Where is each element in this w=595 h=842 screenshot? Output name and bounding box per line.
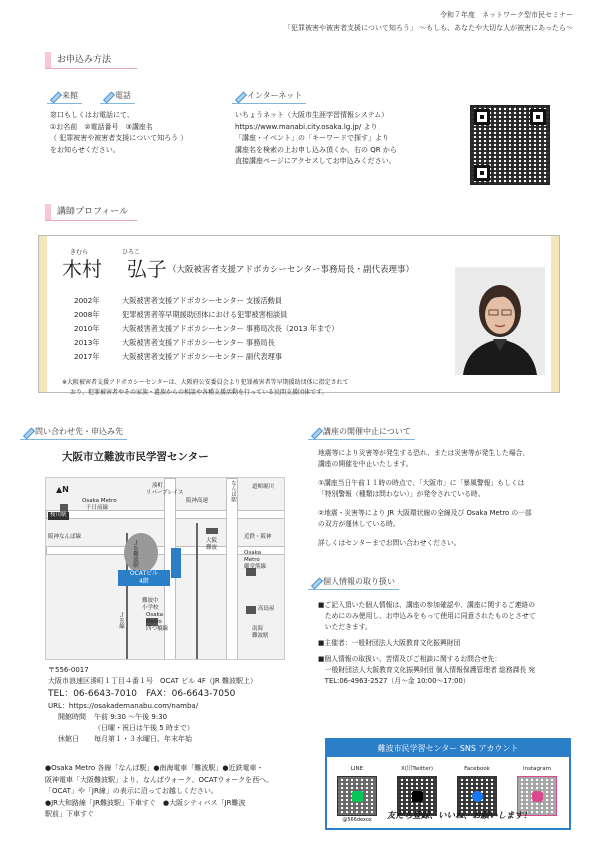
contact-details (48, 665, 257, 745)
postal-code: 〒556-0017 (48, 666, 89, 674)
tag-internet-label: インターネット (247, 91, 303, 100)
map-label: 難波駅 (252, 633, 269, 639)
internet-line: 直接講座ページにアクセスしてお申込みください。 (235, 157, 396, 165)
map-label: Metro (146, 619, 162, 625)
map-road (226, 478, 238, 660)
map-station (246, 606, 256, 614)
internet-line: 「講座・イベント」の「キーワードで探す」より (235, 134, 389, 142)
line-icon (352, 791, 363, 802)
pen-icon (22, 427, 32, 437)
cancel-line: 地震等により災害等が発生する恐れ、または災害等が発生した場合、 (318, 449, 530, 457)
qr-finder (474, 109, 490, 125)
map-station (60, 504, 68, 512)
history-row (74, 294, 339, 308)
privacy-line: ■個人情報の取扱い、苦情及びご相談に関するお問合せ先： (318, 655, 502, 663)
name-family: 木村 (62, 257, 102, 281)
map-label: リバープレイス (146, 490, 184, 496)
apply-section-title (45, 52, 137, 69)
visit-line: をお知らせください。 (50, 145, 120, 154)
map-label: Osaka (146, 612, 164, 618)
tag-phone (100, 90, 135, 104)
map-label: 桜川駅 (50, 512, 67, 518)
privacy-title: 個人情報の取り扱い (323, 577, 395, 586)
map-label: Osaka Metro (82, 498, 117, 504)
instagram-icon (532, 791, 543, 802)
cancel-line: ②地震・災害等により JR 大阪環状線の全線及び Osaka Metro の一部 (318, 509, 532, 517)
pen-icon (310, 577, 320, 587)
qr-finder (530, 109, 546, 125)
sns-instagram[interactable] (513, 766, 561, 816)
map-label: 御堂筋線 (244, 564, 267, 570)
pen-icon (102, 91, 112, 101)
privacy-line: ためにのみ使用し、お申込みをもって使用に同意されたものとさせて (318, 612, 536, 620)
map-label-group (142, 598, 159, 612)
map-label: 千日前線 (86, 505, 109, 511)
sns-label: X(旧Twitter) (401, 766, 433, 772)
privacy-line: ■ご記入頂いた個人情報は、講座の参加確認や、講座に関するご連絡の (318, 601, 535, 609)
sns-line[interactable] (333, 766, 381, 824)
map-label: ＪＲ線 (117, 612, 124, 629)
map-label: ＪＲ難波駅 (131, 540, 138, 568)
hours-value: 午前 9:30 ～午後 9:30 (94, 713, 168, 721)
pen-icon (49, 91, 59, 101)
apply-title-text: お申込み方法 (57, 55, 112, 65)
header (284, 10, 573, 33)
privacy-text (318, 600, 583, 687)
speaker-photo-illustration (455, 267, 545, 375)
map-station (171, 548, 181, 578)
sns-facebook[interactable] (453, 766, 501, 816)
profile-note (62, 378, 349, 398)
closed-value: 毎月第１・３水曜日、年末年始 (94, 735, 192, 743)
cancel-line: 「特別警報（種類は問わない）」が発令されている時。 (318, 490, 485, 498)
history-desc: 大阪被害者支援アドボカシーセンター 副代表理事 (122, 352, 282, 361)
x-icon (412, 791, 423, 802)
header-line2: 「犯罪被害や被害者支援について知ろう」 ～もしも、あなたや大切な人が被害にあったら～ (283, 24, 573, 33)
sns-title: 難波市民学習センター SNS アカウント (327, 740, 569, 757)
history-desc: 大阪被害者支援アドボカシーセンター 支援活動員 (122, 296, 282, 305)
closed-row (48, 734, 257, 745)
map-label: 阪神なんば線 (48, 534, 82, 540)
tag-phone-label: 電話 (115, 91, 131, 100)
name-given: 弘子 (126, 257, 167, 281)
map-label: 難波 (206, 545, 218, 551)
privacy-line: 一般財団法人大阪教育文化振興財団 個人情報保護管理者 総務課長 宛 (318, 666, 536, 674)
map-label: N (62, 485, 69, 494)
history-desc: 大阪被害者支援アドボカシーセンター 事務局長 (122, 338, 275, 347)
map-label: 南海 (252, 626, 264, 632)
hours-row (48, 712, 257, 723)
cancel-text (318, 448, 578, 549)
privacy-line: TEL:06-4963-2527（月～金 10:00～17:00） (318, 677, 470, 685)
map-label: OCATビル (129, 570, 159, 577)
qr-finder (474, 165, 490, 181)
history-year: 2013年 (74, 338, 100, 347)
map-rail (196, 523, 198, 660)
speaker-photo (455, 267, 545, 375)
tag-visit (47, 90, 82, 104)
sns-x[interactable] (393, 766, 441, 816)
map-label: 四つ橋線 (146, 626, 169, 632)
map-label: 近鉄・阪神 (244, 534, 272, 540)
map-label-group (146, 612, 168, 633)
internet-line: https://www.manabi.city.osaka.lg.jp/ より (235, 122, 378, 131)
facebook-icon (472, 791, 483, 802)
sns-label: Instagram (523, 766, 551, 772)
cancel-line: の双方が運休している時。 (318, 520, 400, 528)
history-year: 2002年 (74, 296, 100, 305)
profile-side-bar (551, 236, 559, 392)
history-row (74, 322, 339, 336)
visit-line: 窓口もしくはお電話にて、 (50, 111, 134, 119)
contact-title: 問い合わせ先・申込み先 (35, 427, 123, 436)
internet-line: 講座名を検索の上お申し込み頂くか、右の QR から (235, 145, 397, 154)
center-name: 大阪市立難波市民学習センター (62, 451, 209, 463)
history-row (74, 336, 339, 350)
visit-text (50, 110, 220, 156)
map-label-group (252, 626, 269, 640)
cancel-line: 講座の開催を中止いたします。 (318, 460, 413, 468)
internet-line: いちょうネット（大阪市生涯学習情報システム） (235, 111, 389, 119)
visit-line: （ 犯罪被害や被害者支援について知ろう ） (50, 134, 188, 142)
sns-label: Facebook (464, 766, 490, 772)
hours-label: 開館時間 (58, 713, 86, 721)
access-line: 「OCAT」や「JR線」の表示に沿ってお越しください。 (45, 787, 218, 795)
ocat-label (118, 570, 170, 586)
tag-visit-label: 来館 (62, 91, 78, 100)
map-label: 小学校 (142, 605, 159, 611)
history-desc: 大阪被害者支援アドボカシーセンター 事務局次長（2013 年まで） (122, 324, 339, 333)
visit-line: ①お名前 ②電話番号 ③講座名 (50, 122, 153, 131)
address: 大阪市浪速区湊町１丁目４番１号 OCAT ビル 4F（JR 難波駅上） (48, 677, 258, 685)
pen-icon (310, 427, 320, 437)
history-year: 2008年 (74, 310, 100, 319)
map-label: Osaka (244, 550, 262, 556)
name-furigana-family: きむら (70, 249, 89, 256)
speaker-history (74, 294, 339, 364)
cancel-title: 講座の開催中止について (323, 427, 411, 436)
hours-note: （日曜・祝日は午後 5 時まで） (94, 724, 194, 732)
map-label: 高島屋 (258, 606, 275, 612)
tag-cancel (308, 426, 415, 440)
map-label-group (244, 550, 266, 571)
map-label: Metro (244, 557, 260, 563)
access-line: ●Osaka Metro 各線「なんば駅」●南海電車「難波駅」●近鉄電車・ (45, 764, 264, 772)
access-line: 駅前」下車すぐ (45, 810, 94, 818)
cancel-line: ①講座当日午前１１時の時点で、「大阪市」に「暴風警報」もしくは (318, 479, 525, 487)
profile-title-text: 講師プロフィール (57, 207, 129, 217)
sns-box (325, 738, 571, 830)
speaker-affiliation: （大阪被害者支援アドボカシーセンター事務局長・副代表理事） (168, 265, 414, 275)
header-line1: 令和７年度 ネットワーク型市民セミナー (440, 11, 573, 19)
map-label: 湊町 (152, 483, 164, 489)
access-line: 阪神電車「大阪難波駅」より、なんばウォーク、OCATウォークを西へ。 (45, 775, 274, 784)
tag-contact (20, 426, 127, 440)
map-label: 大阪 (206, 538, 218, 544)
map-label: 難波中 (142, 598, 159, 604)
map-label: なんば駅 (229, 480, 236, 502)
course-qr-code[interactable] (470, 105, 550, 185)
profile-note-line: おり、犯罪被害者やその家族・遺族からの相談や各種支援活動を行っている民間支援団体です。 (70, 389, 328, 396)
history-row (74, 308, 339, 322)
sns-footer: 友だち登録、いいね、お願いします！ (387, 811, 532, 821)
line-id: @566dexox (342, 816, 372, 823)
profile-note-line: ※大阪被害者支援アドボカシーセンターは、大阪府公安委員会より犯罪被害者等早期援助団体に指定されて (62, 379, 349, 386)
speaker-name (62, 257, 167, 281)
north-arrow-icon: ▲N (56, 485, 69, 494)
map-label: 4階 (139, 578, 149, 585)
history-row (74, 350, 339, 364)
tag-internet (232, 90, 306, 104)
profile-section-title (45, 204, 137, 221)
privacy-line: いただきます。 (318, 623, 372, 631)
history-year: 2017年 (74, 352, 100, 361)
profile-side-bar (39, 236, 47, 392)
map-station (206, 528, 218, 534)
line-qr-code[interactable] (337, 776, 377, 816)
history-desc: 犯罪被害者等早期援助団体における犯罪被害相談員 (122, 310, 288, 319)
closed-label: 休館日 (58, 735, 79, 743)
url-link[interactable]: URL：https://osakademanabu.com/namba/ (48, 702, 199, 710)
map-label: 道頓堀川 (252, 484, 275, 490)
tel-fax: TEL：06-6643-7010 FAX：06-6643-7050 (48, 689, 236, 699)
tag-privacy (308, 576, 399, 590)
pen-icon (234, 91, 244, 101)
history-year: 2010年 (74, 324, 100, 333)
access-line: ●JR大和路線「JR難波駅」下車すぐ ●大阪シティバス「JR難波 (45, 798, 246, 807)
privacy-line: ■主催者：一般財団法人大阪教育文化振興財団 (318, 639, 461, 647)
name-furigana-given: ひろこ (122, 249, 141, 256)
sns-label: LINE (350, 766, 364, 772)
cancel-line: 詳しくはセンターまでお問い合わせください。 (318, 539, 461, 547)
map-label: 阪神高速 (186, 498, 209, 504)
access-info (45, 763, 315, 821)
internet-text (235, 110, 455, 168)
access-map (45, 477, 285, 660)
